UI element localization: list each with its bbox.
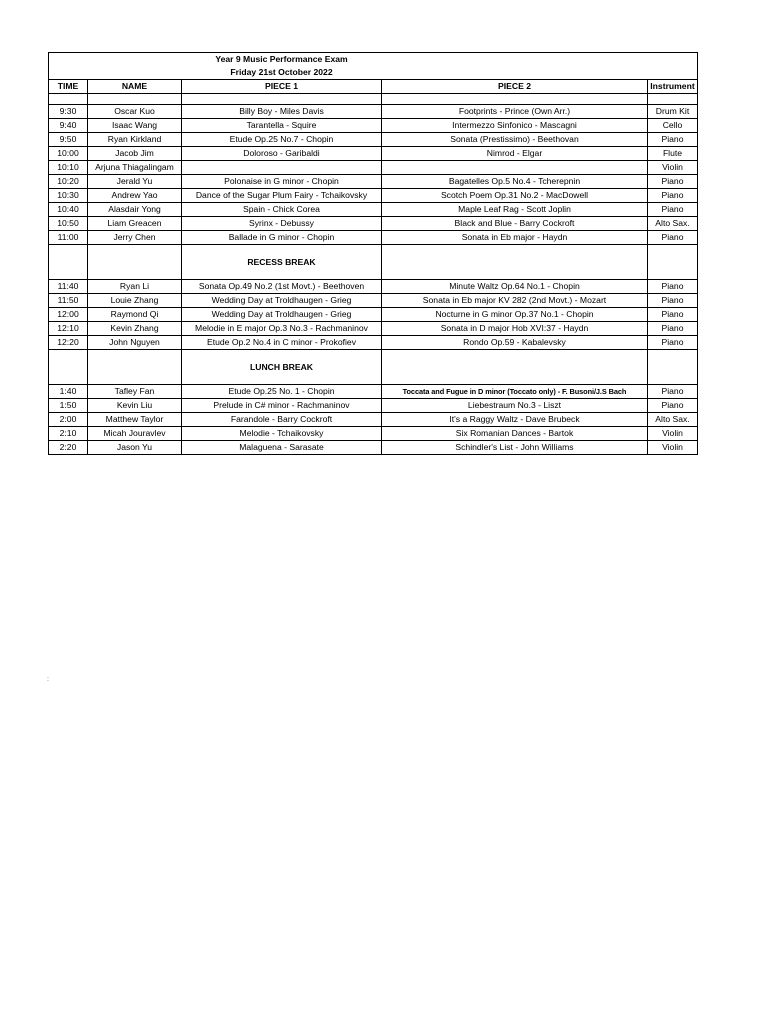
table-row bbox=[49, 175, 698, 189]
cell-piece1: Melodie - Tchaikovsky bbox=[182, 427, 382, 441]
cell-instrument: Violin bbox=[648, 161, 698, 175]
cell-instrument: Piano bbox=[648, 294, 698, 308]
cell-name: Jerry Chen bbox=[88, 231, 182, 245]
cell-name: Louie Zhang bbox=[88, 294, 182, 308]
cell-time: 12:10 bbox=[49, 322, 88, 336]
cell-instrument: Piano bbox=[648, 399, 698, 413]
cell-piece2: Footprints - Prince (Own Arr.) bbox=[382, 105, 648, 119]
table-row bbox=[49, 336, 698, 350]
cell-instrument: Alto Sax. bbox=[648, 217, 698, 231]
cell-piece2: Sonata in D major Hob XVI:37 - Haydn bbox=[382, 322, 648, 336]
cell-name: Tafley Fan bbox=[88, 385, 182, 399]
table-row bbox=[49, 280, 698, 294]
cell-name: Isaac Wang bbox=[88, 119, 182, 133]
exam-schedule-table bbox=[48, 52, 698, 455]
cell-name: Arjuna Thiagalingam bbox=[88, 161, 182, 175]
cell-piece2: Minute Waltz Op.64 No.1 - Chopin bbox=[382, 280, 648, 294]
table-row bbox=[49, 119, 698, 133]
stray-mark: : bbox=[47, 676, 49, 683]
cell-piece2: It's a Raggy Waltz - Dave Brubeck bbox=[382, 413, 648, 427]
cell-piece1: Tarantella - Squire bbox=[182, 119, 382, 133]
cell-name: Jacob Jim bbox=[88, 147, 182, 161]
cell-instrument: Alto Sax. bbox=[648, 413, 698, 427]
cell-piece2: Six Romanian Dances - Bartok bbox=[382, 427, 648, 441]
cell-piece2: Sonata in Eb major KV 282 (2nd Movt.) - Mozart bbox=[382, 294, 648, 308]
cell-instrument: Flute bbox=[648, 147, 698, 161]
header-instrument: Instrument bbox=[648, 80, 698, 94]
cell-instrument: Drum Kit bbox=[648, 105, 698, 119]
header-time: TIME bbox=[49, 80, 88, 94]
cell-piece1: Ballade in G minor - Chopin bbox=[182, 231, 382, 245]
cell-instrument: Piano bbox=[648, 308, 698, 322]
header-piece1: PIECE 1 bbox=[182, 80, 382, 94]
cell-name: Kevin Liu bbox=[88, 399, 182, 413]
cell-name: Jason Yu bbox=[88, 441, 182, 455]
cell-time: 10:00 bbox=[49, 147, 88, 161]
cell-instrument: Piano bbox=[648, 231, 698, 245]
cell-piece2: Toccata and Fugue in D minor (Toccato only) - F. Busoni/J.S Bach bbox=[382, 385, 648, 399]
table-row bbox=[49, 133, 698, 147]
cell-time: 1:50 bbox=[49, 399, 88, 413]
table-row bbox=[49, 294, 698, 308]
cell-name: Kevin Zhang bbox=[88, 322, 182, 336]
cell-piece2: Rondo Op.59 - Kabalevsky bbox=[382, 336, 648, 350]
table-row bbox=[49, 203, 698, 217]
cell-instrument: Violin bbox=[648, 427, 698, 441]
cell-time: 10:10 bbox=[49, 161, 88, 175]
cell-piece2 bbox=[382, 161, 648, 175]
cell-time: 2:00 bbox=[49, 413, 88, 427]
cell-instrument: Cello bbox=[648, 119, 698, 133]
cell-piece1: Billy Boy - Miles Davis bbox=[182, 105, 382, 119]
cell-piece2: Intermezzo Sinfonico - Mascagni bbox=[382, 119, 648, 133]
table-row bbox=[49, 105, 698, 119]
cell-piece1: Farandole - Barry Cockroft bbox=[182, 413, 382, 427]
table-row bbox=[49, 399, 698, 413]
cell-piece2: Bagatelles Op.5 No.4 - Tcherepnin bbox=[382, 175, 648, 189]
cell-time: 10:50 bbox=[49, 217, 88, 231]
table-row bbox=[49, 217, 698, 231]
cell-name: Ryan Kirkland bbox=[88, 133, 182, 147]
table-row bbox=[49, 385, 698, 399]
cell-piece1: Spain - Chick Corea bbox=[182, 203, 382, 217]
spacer-row bbox=[49, 94, 698, 105]
cell-piece2: Schindler's List - John Williams bbox=[382, 441, 648, 455]
cell-time: 10:40 bbox=[49, 203, 88, 217]
cell-piece1: Etude Op.25 No. 1 - Chopin bbox=[182, 385, 382, 399]
cell-piece1: Doloroso - Garibaldi bbox=[182, 147, 382, 161]
header-name: NAME bbox=[88, 80, 182, 94]
cell-instrument: Piano bbox=[648, 203, 698, 217]
table-row bbox=[49, 231, 698, 245]
cell-time: 1:40 bbox=[49, 385, 88, 399]
cell-piece2: Black and Blue - Barry Cockroft bbox=[382, 217, 648, 231]
table-row bbox=[49, 441, 698, 455]
cell-name: Andrew Yao bbox=[88, 189, 182, 203]
cell-time: 2:10 bbox=[49, 427, 88, 441]
cell-piece2: Sonata (Prestissimo) - Beethovan bbox=[382, 133, 648, 147]
cell-name: Ryan Li bbox=[88, 280, 182, 294]
title-row-1 bbox=[49, 53, 698, 67]
cell-instrument: Piano bbox=[648, 189, 698, 203]
cell-piece2: Scotch Poem Op.31 No.2 - MacDowell bbox=[382, 189, 648, 203]
table-row bbox=[49, 322, 698, 336]
cell-name: Matthew Taylor bbox=[88, 413, 182, 427]
cell-piece1 bbox=[182, 161, 382, 175]
cell-time: 11:40 bbox=[49, 280, 88, 294]
cell-time: 9:40 bbox=[49, 119, 88, 133]
cell-instrument: Piano bbox=[648, 336, 698, 350]
cell-time: 12:20 bbox=[49, 336, 88, 350]
cell-piece1: Melodie in E major Op.3 No.3 - Rachmaninov bbox=[182, 322, 382, 336]
header-piece2: PIECE 2 bbox=[382, 80, 648, 94]
table-row bbox=[49, 413, 698, 427]
table-row bbox=[49, 427, 698, 441]
cell-piece1: Malaguena - Sarasate bbox=[182, 441, 382, 455]
cell-time: 10:30 bbox=[49, 189, 88, 203]
cell-time: 11:50 bbox=[49, 294, 88, 308]
cell-piece2: Sonata in Eb major - Haydn bbox=[382, 231, 648, 245]
cell-time: 9:50 bbox=[49, 133, 88, 147]
cell-time: 10:20 bbox=[49, 175, 88, 189]
cell-instrument: Violin bbox=[648, 441, 698, 455]
cell-piece1: Etude Op.25 No.7 - Chopin bbox=[182, 133, 382, 147]
cell-piece1: Syrinx - Debussy bbox=[182, 217, 382, 231]
table-row bbox=[49, 147, 698, 161]
cell-time: 9:30 bbox=[49, 105, 88, 119]
cell-name: Raymond Qi bbox=[88, 308, 182, 322]
cell-time: 12:00 bbox=[49, 308, 88, 322]
cell-name: Jerald Yu bbox=[88, 175, 182, 189]
cell-name: John Nguyen bbox=[88, 336, 182, 350]
cell-instrument: Piano bbox=[648, 280, 698, 294]
cell-piece1: Wedding Day at Troldhaugen - Grieg bbox=[182, 308, 382, 322]
cell-piece1: Wedding Day at Troldhaugen - Grieg bbox=[182, 294, 382, 308]
table-row bbox=[49, 161, 698, 175]
cell-instrument: Piano bbox=[648, 133, 698, 147]
table-row bbox=[49, 308, 698, 322]
cell-piece2: Liebestraum No.3 - Liszt bbox=[382, 399, 648, 413]
cell-time: 11:00 bbox=[49, 231, 88, 245]
title-row-2 bbox=[49, 66, 698, 80]
cell-piece1: Etude Op.2 No.4 in C minor - Prokofiev bbox=[182, 336, 382, 350]
cell-piece1: Sonata Op.49 No.2 (1st Movt.) - Beethoven bbox=[182, 280, 382, 294]
recess-break-row bbox=[49, 245, 698, 280]
cell-piece2: Nimrod - Elgar bbox=[382, 147, 648, 161]
cell-piece2: Maple Leaf Rag - Scott Joplin bbox=[382, 203, 648, 217]
cell-piece1: Dance of the Sugar Plum Fairy - Tchaikovsky bbox=[182, 189, 382, 203]
cell-piece2: Nocturne in G minor Op.37 No.1 - Chopin bbox=[382, 308, 648, 322]
cell-name: Alasdair Yong bbox=[88, 203, 182, 217]
exam-title: Year 9 Music Performance Exam bbox=[182, 53, 382, 67]
cell-instrument: Piano bbox=[648, 322, 698, 336]
cell-name: Micah Jouravlev bbox=[88, 427, 182, 441]
exam-date: Friday 21st October 2022 bbox=[182, 66, 382, 80]
cell-piece1: Prelude in C# minor - Rachmaninov bbox=[182, 399, 382, 413]
cell-name: Liam Greacen bbox=[88, 217, 182, 231]
table-row bbox=[49, 189, 698, 203]
recess-break-row-label: RECESS BREAK bbox=[182, 245, 382, 280]
lunch-break-row bbox=[49, 350, 698, 385]
cell-name: Oscar Kuo bbox=[88, 105, 182, 119]
cell-time: 2:20 bbox=[49, 441, 88, 455]
cell-instrument: Piano bbox=[648, 175, 698, 189]
header-row bbox=[49, 80, 698, 94]
cell-piece1: Polonaise in G minor - Chopin bbox=[182, 175, 382, 189]
lunch-break-row-label: LUNCH BREAK bbox=[182, 350, 382, 385]
cell-instrument: Piano bbox=[648, 385, 698, 399]
